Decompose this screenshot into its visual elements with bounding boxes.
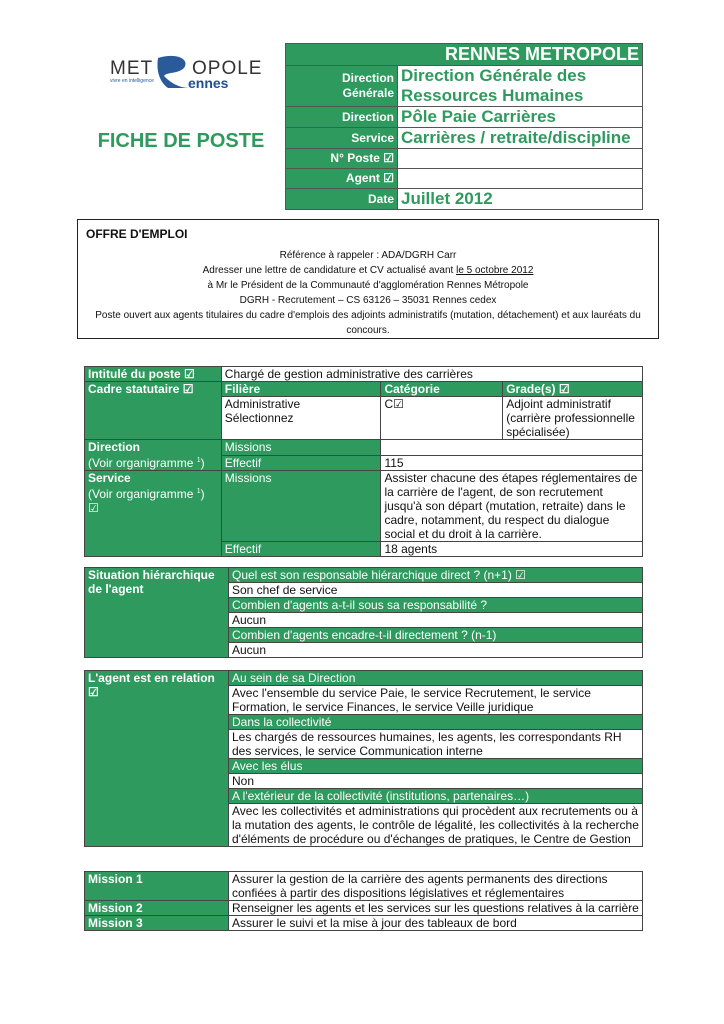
offre-emploi-box	[77, 219, 659, 339]
value-direction: Pôle Paie Carrières	[398, 107, 643, 128]
intitule-label: Intitulé du poste ☑	[85, 367, 222, 382]
page-title: FICHE DE POSTE	[97, 130, 265, 152]
grade-header: Grade(s) ☑	[503, 382, 643, 397]
value-service: Carrières / retraite/discipline	[398, 128, 643, 149]
offre-recipient: à Mr le Président de la Communauté d'agglomération Rennes Métropole	[207, 280, 529, 291]
filiere-text: Administrative	[224, 397, 301, 411]
svg-text:ennes: ennes	[188, 75, 229, 91]
mission-label: Mission 2	[85, 901, 229, 916]
direction-label: Direction (Voir organigramme $^1$)	[85, 440, 222, 471]
mission-label: Mission 3	[85, 916, 229, 931]
relation-detail: Avec l'ensemble du service Paie, le service Recrutement, le service Formation, le service Finances, le service Veille juridique	[229, 686, 643, 715]
offre-address: DGRH - Recrutement – CS 63126 – 35031 Rennes cedex	[239, 295, 497, 306]
label-no-poste: N° Poste ☑	[286, 149, 398, 169]
service-effectif-value: 18 agents	[381, 542, 643, 557]
label-direction-generale: Direction Générale	[286, 66, 398, 107]
header-title: RENNES METROPOLE	[286, 44, 643, 66]
cadre-label: Cadre statutaire ☑	[85, 382, 222, 440]
filiere-value	[221, 397, 381, 440]
value-date: Juillet 2012	[398, 189, 643, 210]
label-date: Date	[286, 189, 398, 210]
mission-text: Renseigner les agents et les services sur les questions relatives à la carrière	[229, 901, 643, 916]
situation-question: Combien d'agents a-t-il sous sa responsabilité ?	[229, 598, 643, 613]
label-service: Service	[286, 128, 398, 149]
svg-text:OPOLE: OPOLE	[192, 58, 263, 79]
relation-context: Avec les élus	[229, 759, 643, 774]
offre-deadline	[78, 263, 658, 278]
mission-label: Mission 1	[85, 872, 229, 901]
situation-label: Situation hiérarchique de l'agent	[85, 568, 229, 658]
svg-text:vivre en intelligence: vivre en intelligence	[110, 78, 154, 84]
filiere-header: Filière	[221, 382, 381, 397]
value-direction-generale: Direction Générale des Ressources Humaines	[398, 66, 643, 107]
direction-label-text: Direction	[88, 440, 141, 454]
situation-answer: Aucun	[229, 613, 643, 628]
relation-context: Au sein de sa Direction	[229, 671, 643, 686]
offre-title: OFFRE D'EMPLOI	[86, 227, 188, 241]
offre-deadline-text: Adresser une lettre de candidature et CV actualisé avant	[202, 265, 457, 276]
situation-table	[84, 567, 643, 658]
label-agent: Agent ☑	[286, 169, 398, 189]
label-direction: Direction	[286, 107, 398, 128]
situation-answer: Aucun	[229, 643, 643, 658]
footnote-ref: 1	[196, 488, 201, 495]
relation-context: A l'extérieur de la collectivité (institutions, partenaires…)	[229, 789, 643, 804]
offre-eligibility: Poste ouvert aux agents titulaires du cadre d'emplois des adjoints administratifs (mutation, détachement) et aux lauréats du concours.	[95, 310, 641, 336]
relation-detail: Non	[229, 774, 643, 789]
voir-organigramme: (Voir organigramme	[88, 456, 197, 470]
checkbox-icon: ☑	[88, 501, 99, 515]
svg-text:MET: MET	[110, 58, 154, 79]
relation-detail: Les chargés de ressources humaines, les agents, les correspondants RH des services, le service Communication interne	[229, 730, 643, 759]
relation-table	[84, 670, 643, 847]
footnote-ref: 1	[196, 457, 201, 464]
relation-label: L'agent est en relation ☑	[85, 671, 229, 847]
offre-reference: Référence à rappeler : ADA/DGRH Carr	[279, 250, 457, 261]
service-effectif-label: Effectif	[221, 542, 381, 557]
missions-table	[84, 871, 643, 931]
direction-effectif-label: Effectif	[221, 455, 381, 471]
service-label: Service (Voir organigramme $^1$) ☑	[85, 471, 222, 557]
service-missions-value: Assister chacune des étapes réglementaires de la carrière de l'agent, de son recrutement jusqu'à son départ (mutation, retraite) dans le cadre, notamment, du respect du dialogue social et du droit à la carrière.	[381, 471, 643, 542]
filiere-select[interactable]: Sélectionnez	[224, 411, 294, 425]
voir-organigramme: (Voir organigramme	[88, 487, 197, 501]
value-no-poste	[398, 149, 643, 169]
categorie-value: C☑	[381, 397, 503, 440]
direction-missions-value	[381, 440, 643, 456]
situation-question: Combien d'agents encadre-t-il directement ? (n-1)	[229, 628, 643, 643]
relation-context: Dans la collectivité	[229, 715, 643, 730]
grade-value: Adjoint administratif (carrière professionnelle spécialisée)	[503, 397, 643, 440]
mission-text: Assurer la gestion de la carrière des agents permanents des directions confiées à partir des dispositions législatives et réglementaires	[229, 872, 643, 901]
poste-table	[84, 366, 643, 557]
situation-answer: Son chef de service	[229, 583, 643, 598]
service-missions-label: Missions	[221, 471, 381, 542]
service-label-text: Service	[88, 471, 131, 485]
rennes-metropole-logo	[108, 52, 263, 92]
categorie-header: Catégorie	[381, 382, 503, 397]
situation-question: Quel est son responsable hiérarchique direct ? (n+1) ☑	[229, 568, 643, 583]
direction-effectif-value: 115	[381, 455, 643, 471]
mission-text: Assurer le suivi et la mise à jour des tableaux de bord	[229, 916, 643, 931]
value-agent	[398, 169, 643, 189]
relation-detail: Avec les collectivités et administrations qui procèdent aux recrutements ou à la mutation des agents, le contrôle de légalité, les collectivités à la recherche d'éléments de procédure ou d'échanges de pratiques, le Centre de Gestion	[229, 804, 643, 847]
header-table	[285, 43, 643, 210]
direction-missions-label: Missions	[221, 440, 381, 456]
offre-deadline-date: le 5 octobre 2012	[456, 265, 534, 276]
intitule-value: Chargé de gestion administrative des carrières	[221, 367, 642, 382]
